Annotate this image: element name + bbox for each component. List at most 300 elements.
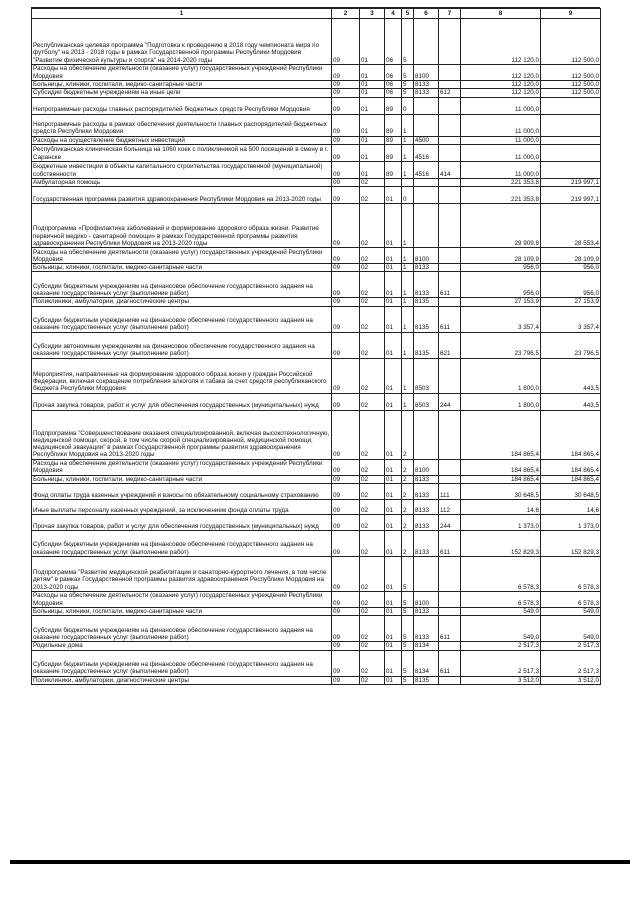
row-code-2: 09: [332, 272, 360, 298]
row-code-3: 02: [360, 608, 385, 616]
row-code-4: 89: [385, 144, 402, 161]
row-code-2: 09: [332, 410, 360, 459]
row-name: Родильные дома: [32, 642, 332, 650]
row-amount-8: 11 000,0: [461, 144, 541, 161]
row-code-7: [439, 144, 461, 161]
row-amount-8: 1 800,0: [461, 358, 541, 393]
table-row: [32, 264, 601, 272]
row-code-6: 8133: [414, 500, 439, 515]
bottom-rule: [10, 860, 630, 864]
row-code-7: [439, 19, 461, 65]
row-amount-9: 184 865,4: [541, 410, 601, 459]
table-row: [32, 358, 601, 393]
row-code-3: 02: [360, 264, 385, 272]
table-row: [32, 484, 601, 500]
row-name: Поликлиники, амбулатории, диагностические центры: [32, 298, 332, 306]
row-name: Подпрограмма "Развитие медицинской реабилитации и санаторно-курортного лечения, в том числе детям" в рамках Государственной программы развития здравоохранения Республики Мордовия на 2013-2020 годы: [32, 557, 332, 592]
row-code-6: 8133: [414, 531, 439, 557]
row-amount-8: 1 800,0: [461, 393, 541, 410]
table-row: [32, 248, 601, 264]
row-code-3: 02: [360, 484, 385, 500]
row-code-2: 09: [332, 248, 360, 264]
row-code-4: 01: [385, 358, 402, 393]
row-code-3: 02: [360, 248, 385, 264]
row-code-7: 414: [439, 161, 461, 178]
row-amount-8: 30 648,5: [461, 484, 541, 500]
row-name: Амбулаторная помощь: [32, 178, 332, 186]
row-code-2: 09: [332, 515, 360, 531]
row-code-2: 09: [332, 650, 360, 676]
row-code-4: 01: [385, 500, 402, 515]
row-code-5: [402, 178, 414, 186]
row-code-5: 2: [402, 531, 414, 557]
row-amount-9: 28 109,9: [541, 248, 601, 264]
row-name: Субсидии бюджетным учреждениям на финансовое обеспечение государственного задания на оказание государственных услуг (выполнение работ): [32, 616, 332, 642]
row-amount-9: 2 517,3: [541, 650, 601, 676]
row-code-2: 09: [332, 264, 360, 272]
table-row: [32, 161, 601, 178]
row-code-2: 09: [332, 616, 360, 642]
row-name: Прочая закупка товаров, работ и услуг для обеспечения государственных (муниципальных) нужд: [32, 393, 332, 410]
row-code-5: 1: [402, 358, 414, 393]
row-amount-9: 549,0: [541, 616, 601, 642]
row-amount-9: 219 997,1: [541, 187, 601, 204]
row-name: Больницы, клиники, госпитали, медико-санитарные части: [32, 264, 332, 272]
column-number-row: [32, 9, 601, 19]
row-amount-8: 112 120,0: [461, 81, 541, 89]
table-row: [32, 650, 601, 676]
row-amount-9: 184 865,4: [541, 475, 601, 483]
column-header: 1: [32, 9, 332, 19]
row-amount-8: 3 357,4: [461, 306, 541, 332]
row-code-7: 611: [439, 306, 461, 332]
row-code-4: 89: [385, 114, 402, 136]
row-amount-9: 6 578,3: [541, 557, 601, 592]
row-name: Фонд оплаты труда казенных учреждений и взносы по обязательному социальному страхованию: [32, 484, 332, 500]
row-code-3: 02: [360, 272, 385, 298]
row-amount-8: 1 373,0: [461, 515, 541, 531]
row-code-5: 1: [402, 393, 414, 410]
row-code-6: 8133: [414, 484, 439, 500]
row-code-6: 8133: [414, 475, 439, 483]
row-code-7: 111: [439, 484, 461, 500]
row-code-3: 01: [360, 136, 385, 144]
row-name: Бюджетные инвестиции в объекты капитального строительства государственной (муниципальной) собственности: [32, 161, 332, 178]
row-code-4: 01: [385, 642, 402, 650]
row-code-5: 5: [402, 676, 414, 684]
row-code-4: 01: [385, 608, 402, 616]
row-code-4: 06: [385, 65, 402, 81]
row-amount-8: 184 865,4: [461, 459, 541, 475]
row-code-3: 01: [360, 161, 385, 178]
row-code-7: 611: [439, 272, 461, 298]
row-code-4: 01: [385, 332, 402, 358]
row-code-5: 5: [402, 608, 414, 616]
row-amount-9: 30 648,5: [541, 484, 601, 500]
row-code-3: 02: [360, 515, 385, 531]
row-amount-9: 112 500,0: [541, 19, 601, 65]
column-header: 7: [439, 9, 461, 19]
row-code-2: 09: [332, 97, 360, 114]
row-amount-9: 152 829,3: [541, 531, 601, 557]
row-code-6: 8135: [414, 332, 439, 358]
table-row: [32, 298, 601, 306]
row-code-6: 8133: [414, 81, 439, 89]
row-code-6: 8133: [414, 616, 439, 642]
row-code-2: 09: [332, 642, 360, 650]
row-code-5: 5: [402, 65, 414, 81]
table-row: [32, 97, 601, 114]
row-code-2: 09: [332, 136, 360, 144]
table-row: [32, 272, 601, 298]
row-code-2: 09: [332, 187, 360, 204]
row-amount-9: [541, 144, 601, 161]
row-code-3: 02: [360, 676, 385, 684]
row-code-4: 89: [385, 136, 402, 144]
row-name: Республиканская целевая программа "Подготовка к проведению в 2018 году чемпионата мира по футболу" на 2013 - 2018 годы в рамках Государственной программы Республики Мордовия "Развитие физической культуры и спорта" на 2014-2020 годы: [32, 19, 332, 65]
row-code-6: 8133: [414, 272, 439, 298]
row-name: Субсидии автономным учреждениям на финансовое обеспечение государственного задания на оказание государственных услуг (выполнение работ): [32, 332, 332, 358]
row-code-4: 01: [385, 616, 402, 642]
row-name: Непрограммные расходы главных распорядителей бюджетных средств Республики Мордовия: [32, 97, 332, 114]
row-code-4: 06: [385, 19, 402, 65]
row-code-7: [439, 298, 461, 306]
column-header: 3: [360, 9, 385, 19]
row-code-7: [439, 676, 461, 684]
row-code-7: [439, 358, 461, 393]
row-name: Мероприятия, направленные на формирование здорового образа жизни у граждан Российской Федерации, включая сокращение потребления алкоголя и табака за счет средств республиканского бюджета Республики Мордовия: [32, 358, 332, 393]
row-code-7: [439, 136, 461, 144]
column-header: 6: [414, 9, 439, 19]
row-amount-9: 1 373,0: [541, 515, 601, 531]
row-amount-8: 6 578,3: [461, 592, 541, 608]
row-code-4: 01: [385, 515, 402, 531]
row-code-4: 06: [385, 89, 402, 97]
row-code-6: 8133: [414, 608, 439, 616]
table-row: [32, 187, 601, 204]
row-code-3: 01: [360, 114, 385, 136]
row-code-5: 5: [402, 592, 414, 608]
row-code-4: 01: [385, 410, 402, 459]
row-code-3: 02: [360, 410, 385, 459]
row-code-7: [439, 97, 461, 114]
row-code-2: 09: [332, 358, 360, 393]
row-amount-8: 956,0: [461, 264, 541, 272]
row-code-6: [414, 557, 439, 592]
row-name: Больницы, клиники, госпитали, медико-санитарные части: [32, 81, 332, 89]
row-code-6: 4516: [414, 144, 439, 161]
row-name: Расходы на осуществление бюджетных инвестиций: [32, 136, 332, 144]
row-code-3: 02: [360, 459, 385, 475]
row-code-2: 09: [332, 161, 360, 178]
row-code-5: 1: [402, 306, 414, 332]
row-code-3: 02: [360, 178, 385, 186]
row-amount-9: [541, 136, 601, 144]
row-code-5: 2: [402, 475, 414, 483]
row-code-3: 02: [360, 642, 385, 650]
row-code-4: 06: [385, 81, 402, 89]
table-row: [32, 178, 601, 186]
row-code-7: 611: [439, 616, 461, 642]
row-code-4: 01: [385, 264, 402, 272]
row-code-4: 01: [385, 187, 402, 204]
row-code-5: 2: [402, 459, 414, 475]
row-amount-9: 956,0: [541, 272, 601, 298]
table-row: [32, 19, 601, 65]
table-row: [32, 557, 601, 592]
row-code-3: 02: [360, 531, 385, 557]
row-code-6: 8503: [414, 358, 439, 393]
row-amount-9: 112 500,0: [541, 65, 601, 81]
row-code-5: 2: [402, 484, 414, 500]
budget-table-body: [32, 9, 601, 685]
row-amount-8: 112 120,0: [461, 19, 541, 65]
row-amount-8: 2 517,3: [461, 650, 541, 676]
row-code-5: 0: [402, 187, 414, 204]
row-name: Субсидии бюджетным учреждениям на финансовое обеспечение государственного задания на оказание государственных услуг (выполнение работ): [32, 306, 332, 332]
row-code-5: 5: [402, 89, 414, 97]
table-row: [32, 393, 601, 410]
row-amount-8: 2 517,3: [461, 642, 541, 650]
row-code-4: 01: [385, 298, 402, 306]
row-name: Субсидии бюджетным учреждениям на иные цели: [32, 89, 332, 97]
row-code-7: 244: [439, 515, 461, 531]
row-code-7: [439, 475, 461, 483]
row-code-5: 5: [402, 650, 414, 676]
row-code-6: [414, 410, 439, 459]
row-code-3: 01: [360, 144, 385, 161]
row-amount-8: 6 578,3: [461, 557, 541, 592]
row-name: Больницы, клиники, госпитали, медико-санитарные части: [32, 475, 332, 483]
row-amount-9: 549,0: [541, 608, 601, 616]
row-code-5: 5: [402, 81, 414, 89]
column-header: 5: [402, 9, 414, 19]
row-amount-9: 23 796,5: [541, 332, 601, 358]
row-amount-8: 549,0: [461, 616, 541, 642]
row-code-6: [414, 19, 439, 65]
row-name: Расходы на обеспечение деятельности (оказание услуг) государственных учреждений Республики Мордовия: [32, 248, 332, 264]
table-row: [32, 81, 601, 89]
row-amount-9: [541, 114, 601, 136]
row-name: Прочая закупка товаров, работ и услуг для обеспечения государственных (муниципальных) нужд: [32, 515, 332, 531]
row-code-5: 5: [402, 642, 414, 650]
row-amount-9: 6 578,3: [541, 592, 601, 608]
row-code-2: 09: [332, 557, 360, 592]
row-amount-8: 23 796,5: [461, 332, 541, 358]
row-code-6: 8100: [414, 459, 439, 475]
table-row: [32, 616, 601, 642]
row-code-7: [439, 187, 461, 204]
row-name: Государственная программа развития здравоохранения Республики Мордовия на 2013-2020 годы: [32, 187, 332, 204]
row-name: Подпрограмма "Совершенствование оказания специализированной, включая высокотехнологичную, медицинской помощи, скорой, в том числе скорой специализированной, медицинской помощи, медицинской эвакуации" в рамках Государственной программы развития здравоохранения Республики Мордовия на 2013-2020 годы: [32, 410, 332, 459]
row-amount-8: 11 000,0: [461, 136, 541, 144]
row-code-2: 09: [332, 475, 360, 483]
row-amount-8: 28 109,9: [461, 248, 541, 264]
table-row: [32, 332, 601, 358]
row-code-5: 5: [402, 19, 414, 65]
row-amount-8: 112 120,0: [461, 89, 541, 97]
row-name: Расходы на обеспечение деятельности (оказание услуг) государственных учреждений Республики Мордовия: [32, 592, 332, 608]
table-row: [32, 306, 601, 332]
row-code-6: 8135: [414, 306, 439, 332]
row-code-7: [439, 204, 461, 248]
row-amount-9: 219 997,1: [541, 178, 601, 186]
row-code-5: 5: [402, 616, 414, 642]
row-amount-8: 29 909,8: [461, 204, 541, 248]
row-code-6: 8133: [414, 89, 439, 97]
row-amount-9: 3 357,4: [541, 306, 601, 332]
row-code-2: 09: [332, 178, 360, 186]
row-code-3: 01: [360, 97, 385, 114]
row-code-5: 1: [402, 114, 414, 136]
row-code-2: 09: [332, 114, 360, 136]
table-row: [32, 410, 601, 459]
budget-sheet: [31, 8, 600, 685]
row-amount-9: 112 500,0: [541, 81, 601, 89]
row-amount-9: 956,0: [541, 264, 601, 272]
row-code-3: 01: [360, 65, 385, 81]
row-code-5: 1: [402, 272, 414, 298]
table-row: [32, 500, 601, 515]
row-amount-8: 549,0: [461, 608, 541, 616]
row-name: Подпрограмма «Профилактика заболеваний и формирование здорового образа жизни. Развитие первичной медико - санитарной помощи» в рамках Государственной программы развития здравоохранения Республики Мордовия на 2013-2020 годы: [32, 204, 332, 248]
row-code-4: 01: [385, 475, 402, 483]
row-amount-8: 152 829,3: [461, 531, 541, 557]
row-code-3: 02: [360, 393, 385, 410]
column-header: 2: [332, 9, 360, 19]
row-code-7: [439, 557, 461, 592]
row-amount-9: [541, 97, 601, 114]
row-amount-9: [541, 161, 601, 178]
row-code-7: [439, 114, 461, 136]
column-header: 8: [461, 9, 541, 19]
row-code-2: 09: [332, 204, 360, 248]
row-code-7: [439, 592, 461, 608]
row-name: Расходы на обеспечение деятельности (оказание услуг) государственных учреждений Республики Мордовия: [32, 459, 332, 475]
row-name: Республиканская клиническая больница на 1060 коек с поликлиникой на 500 посещений в смену в г. Саранске: [32, 144, 332, 161]
row-code-5: 1: [402, 248, 414, 264]
row-code-3: 02: [360, 650, 385, 676]
row-code-2: 09: [332, 144, 360, 161]
row-code-6: 8503: [414, 393, 439, 410]
row-name: Непрограммные расходы в рамках обеспечения деятельности главных распорядителей бюджетных средств Республики Мордовия: [32, 114, 332, 136]
table-row: [32, 608, 601, 616]
row-code-7: 611: [439, 531, 461, 557]
row-name: Субсидии бюджетным учреждениям на финансовое обеспечение государственного задания на оказание государственных услуг (выполнение работ): [32, 531, 332, 557]
row-code-7: [439, 248, 461, 264]
row-code-7: [439, 65, 461, 81]
row-amount-8: 184 865,4: [461, 410, 541, 459]
row-code-3: 01: [360, 89, 385, 97]
row-code-3: 01: [360, 81, 385, 89]
row-code-6: [414, 97, 439, 114]
row-code-5: 0: [402, 97, 414, 114]
row-code-3: 02: [360, 616, 385, 642]
row-code-7: 244: [439, 393, 461, 410]
row-code-6: 8100: [414, 592, 439, 608]
row-amount-8: 11 000,0: [461, 114, 541, 136]
row-code-6: 8100: [414, 248, 439, 264]
row-code-3: 02: [360, 332, 385, 358]
row-code-2: 09: [332, 459, 360, 475]
row-amount-8: 27 153,9: [461, 298, 541, 306]
row-code-7: [439, 264, 461, 272]
row-code-6: [414, 114, 439, 136]
table-row: [32, 65, 601, 81]
table-row: [32, 144, 601, 161]
row-code-2: 09: [332, 592, 360, 608]
row-amount-9: 2 517,3: [541, 642, 601, 650]
row-code-5: 1: [402, 161, 414, 178]
row-amount-9: 28 553,4: [541, 204, 601, 248]
row-code-6: 8100: [414, 65, 439, 81]
row-code-3: 02: [360, 187, 385, 204]
row-code-2: 09: [332, 500, 360, 515]
row-code-6: 8134: [414, 642, 439, 650]
table-row: [32, 531, 601, 557]
row-code-5: 1: [402, 298, 414, 306]
table-row: [32, 136, 601, 144]
row-code-6: 4500: [414, 136, 439, 144]
row-code-2: 09: [332, 306, 360, 332]
budget-table: [31, 8, 601, 685]
row-code-2: 09: [332, 393, 360, 410]
table-row: [32, 592, 601, 608]
row-name: Субсидии бюджетным учреждениям на финансовое обеспечение государственного задания на оказание государственных услуг (выполнение работ): [32, 650, 332, 676]
row-code-7: 611: [439, 650, 461, 676]
row-name: Больницы, клиники, госпитали, медико-санитарные части: [32, 608, 332, 616]
row-name: Иные выплаты персоналу казенных учреждений, за исключением фонда оплаты труда: [32, 500, 332, 515]
row-code-2: 09: [332, 298, 360, 306]
row-code-7: [439, 608, 461, 616]
row-code-7: 112: [439, 500, 461, 515]
row-amount-8: 112 120,0: [461, 65, 541, 81]
table-row: [32, 89, 601, 97]
row-code-2: 09: [332, 89, 360, 97]
row-code-7: [439, 81, 461, 89]
row-code-6: 8133: [414, 515, 439, 531]
column-header: 4: [385, 9, 402, 19]
row-code-5: 1: [402, 144, 414, 161]
row-code-4: [385, 178, 402, 186]
row-code-4: 01: [385, 676, 402, 684]
row-code-7: 621: [439, 332, 461, 358]
row-code-6: [414, 204, 439, 248]
table-row: [32, 515, 601, 531]
row-code-5: 5: [402, 557, 414, 592]
row-amount-8: 184 865,4: [461, 475, 541, 483]
row-code-2: 09: [332, 81, 360, 89]
row-code-6: 4516: [414, 161, 439, 178]
row-code-6: 8135: [414, 676, 439, 684]
row-code-4: 01: [385, 459, 402, 475]
table-row: [32, 114, 601, 136]
row-code-2: 09: [332, 531, 360, 557]
table-row: [32, 676, 601, 684]
row-code-6: 8133: [414, 264, 439, 272]
row-code-5: 1: [402, 204, 414, 248]
table-row: [32, 475, 601, 483]
row-code-4: 89: [385, 97, 402, 114]
row-code-4: 01: [385, 531, 402, 557]
row-code-4: 01: [385, 248, 402, 264]
row-code-2: 09: [332, 19, 360, 65]
row-amount-9: 3 512,0: [541, 676, 601, 684]
row-code-3: 02: [360, 358, 385, 393]
table-row: [32, 642, 601, 650]
row-code-4: 01: [385, 484, 402, 500]
row-amount-9: 443,5: [541, 358, 601, 393]
